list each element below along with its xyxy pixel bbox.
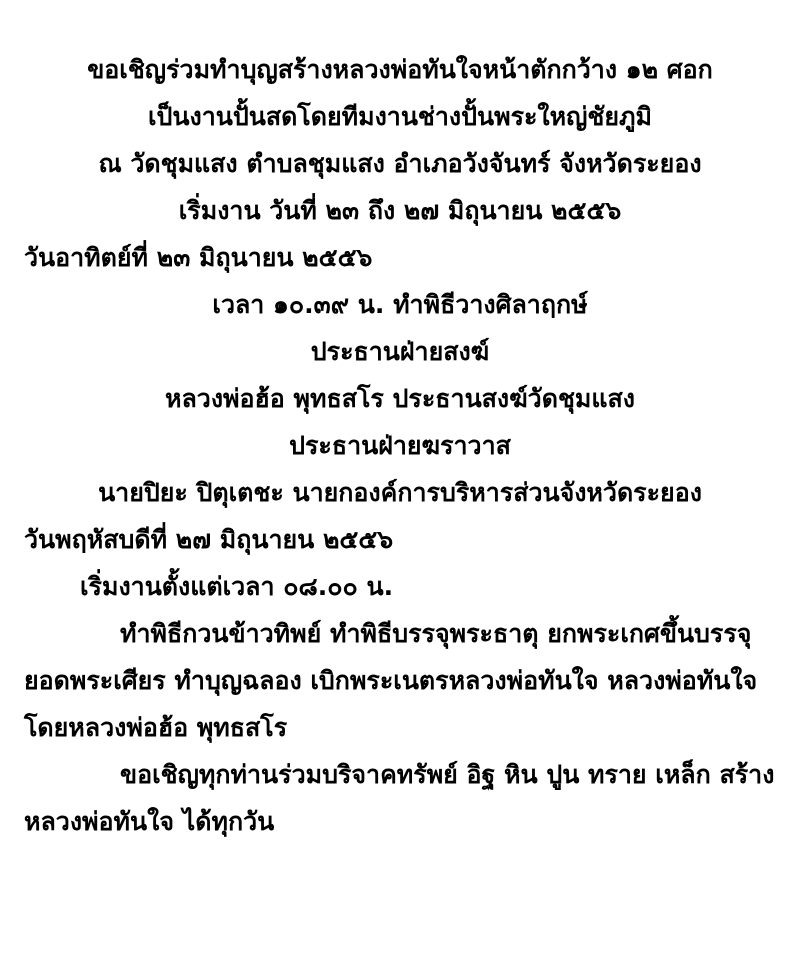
day1-ceremony-time: เวลา ๑๐.๓๙ น. ทำพิธีวางศิลาฤกษ์ bbox=[212, 290, 588, 319]
monk-chair-name: หลวงพ่อฮ้อ พุทธสโร ประธานสงฆ์วัดชุมแสง bbox=[165, 384, 635, 413]
day2-heading: วันพฤหัสบดีที่ ๒๗ มิถุนายน ๒๕๕๖ bbox=[24, 525, 394, 554]
activities-line-3: โดยหลวงพ่อฮ้อ พุทธสโร bbox=[24, 713, 288, 742]
lay-chair-heading: ประธานฝ่ายฆราวาส bbox=[289, 431, 511, 460]
activities-line-1: ทำพิธีกวนข้าวทิพย์ ทำพิธีบรรจุพระธาตุ ยกพระเกศขึ้นบรรจุ bbox=[120, 619, 752, 648]
day2-start-time: เริ่มงานตั้งแต่เวลา ๐๘.๐๐ น. bbox=[80, 572, 394, 601]
title-line-1: ขอเชิญร่วมทำบุญสร้างหลวงพ่อทันใจหน้าตักกว้าง ๑๒ ศอก bbox=[87, 55, 713, 84]
invite-line-1: ขอเชิญทุกท่านร่วมบริจาคทรัพย์ อิฐ หิน ปูน ทราย เหล็ก สร้าง bbox=[120, 760, 775, 789]
activities-line-2: ยอดพระเศียร ทำบุญฉลอง เบิกพระเนตรหลวงพ่อทันใจ หลวงพ่อทันใจ bbox=[24, 666, 758, 695]
start-date-line: เริ่มงาน วันที่ ๒๓ ถึง ๒๗ มิถุนายน ๒๕๕๖ bbox=[178, 196, 622, 225]
title-line-2: เป็นงานปั้นสดโดยทีมงานช่างปั้นพระใหญ่ชัยภูมิ bbox=[148, 102, 652, 131]
day1-heading: วันอาทิตย์ที่ ๒๓ มิถุนายน ๒๕๕๖ bbox=[24, 243, 373, 272]
monk-chair-heading: ประธานฝ่ายสงฆ์ bbox=[310, 337, 490, 366]
location-line: ณ วัดชุมแสง ตำบลชุมแสง อำเภอวังจันทร์ จังหวัดระยอง bbox=[98, 149, 702, 178]
invite-line-2: หลวงพ่อทันใจ ได้ทุกวัน bbox=[24, 807, 275, 836]
lay-chair-name: นายปิยะ ปิตุเตชะ นายกองค์การบริหารส่วนจังหวัดระยอง bbox=[98, 478, 702, 507]
